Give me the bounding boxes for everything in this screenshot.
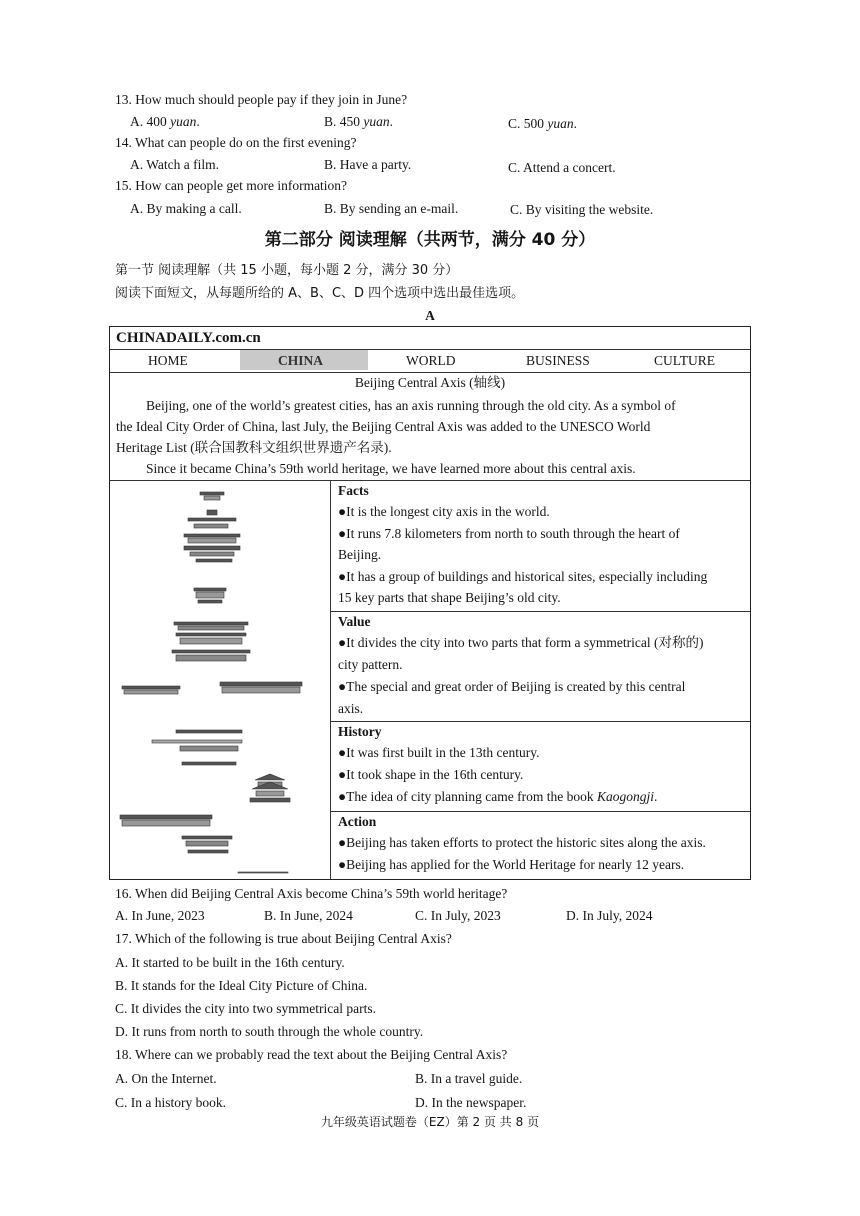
value-line-4: axis. <box>338 701 364 716</box>
instruction-text: 阅读下面短文，从每题所给的 A、B、C、D 四个选项中选出最佳选项。 <box>115 286 525 301</box>
intro-line-1: Beijing, one of the world’s greatest cities, has an axis running through the old city. As a symbol of <box>146 398 676 413</box>
history-line-1: ●It was first built in the 13th century. <box>338 745 540 760</box>
nav-business[interactable]: BUSINESS <box>526 353 590 368</box>
facts-section <box>331 480 750 612</box>
passage-letter: A <box>425 308 435 323</box>
axis-illustration <box>110 480 331 879</box>
article-intro <box>110 372 750 481</box>
facts-line-3: Beijing. <box>338 547 382 562</box>
question-17-option-c[interactable]: C. It divides the city into two symmetrical parts. <box>115 1001 376 1016</box>
question-16-option-a[interactable]: A. In June, 2023 <box>115 908 205 923</box>
question-16-stem: 16. When did Beijing Central Axis become China’s 59th world heritage? <box>115 886 508 901</box>
site-header <box>110 327 750 350</box>
page-footer: 九年级英语试题卷（EZ）第 2 页 共 8 页 <box>320 1115 540 1129</box>
part2-title: 第二部分 阅读理解（共两节，满分 40 分） <box>264 230 596 250</box>
intro-line-2: the Ideal City Order of China, last July, the Beijing Central Axis was added to the UNESCO World <box>116 419 651 434</box>
nav-home[interactable]: HOME <box>148 353 188 368</box>
article-title: Beijing Central Axis (轴线) <box>354 375 506 390</box>
article-webpage <box>109 326 751 880</box>
value-line-3: ●The special and great order of Beijing is created by this central <box>338 679 686 694</box>
question-17-option-a[interactable]: A. It started to be built in the 16th century. <box>115 955 345 970</box>
question-16-option-d[interactable]: D. In July, 2024 <box>566 908 653 923</box>
question-13-option-c[interactable]: C. 500 yuan. <box>508 116 578 131</box>
question-18-option-c[interactable]: C. In a history book. <box>115 1095 226 1110</box>
nav-world[interactable]: WORLD <box>406 353 456 368</box>
info-sections <box>331 480 750 879</box>
history-line-2: ●It took shape in the 16th century. <box>338 767 524 782</box>
question-14-option-a[interactable]: A. Watch a film. <box>130 157 220 172</box>
action-section <box>331 811 750 879</box>
question-15-option-c[interactable]: C. By visiting the website. <box>510 202 654 217</box>
question-14-option-b[interactable]: B. Have a party. <box>324 157 412 172</box>
facts-line-1: ●It is the longest city axis in the world. <box>338 504 550 519</box>
nav-bar <box>110 349 750 373</box>
question-17-option-d[interactable]: D. It runs from north to south through the whole country. <box>115 1024 424 1039</box>
question-14-option-c[interactable]: C. Attend a concert. <box>508 160 616 175</box>
facts-line-5: 15 key parts that shape Beijing’s old city. <box>338 590 561 605</box>
central-axis-buildings-image <box>110 480 330 879</box>
question-15-stem: 15. How can people get more information? <box>115 178 348 193</box>
question-16-option-b[interactable]: B. In June, 2024 <box>264 908 353 923</box>
section1-title: 第一节 阅读理解（共 15 小题，每小题 2 分，满分 30 分） <box>115 263 459 278</box>
question-17-option-b[interactable]: B. It stands for the Ideal City Picture of China. <box>115 978 368 993</box>
question-18-stem: 18. Where can we probably read the text about the Beijing Central Axis? <box>115 1047 508 1062</box>
question-15-option-b[interactable]: B. By sending an e-mail. <box>324 201 459 216</box>
facts-line-2: ●It runs 7.8 kilometers from north to south through the heart of <box>338 526 680 541</box>
action-line-2: ●Beijing has applied for the World Heritage for nearly 12 years. <box>338 857 685 872</box>
question-18-option-b[interactable]: B. In a travel guide. <box>415 1071 523 1086</box>
question-17-stem: 17. Which of the following is true about Beijing Central Axis? <box>115 931 452 946</box>
nav-culture[interactable]: CULTURE <box>654 353 716 368</box>
history-section <box>331 721 750 812</box>
question-13-option-a[interactable]: A. 400 yuan. <box>130 114 200 129</box>
site-logo[interactable]: CHINADAILY.com.cn <box>116 330 261 346</box>
action-line-1: ●Beijing has taken efforts to protect the historic sites along the axis. <box>338 835 706 850</box>
facts-heading: Facts <box>338 483 369 498</box>
question-15-option-a[interactable]: A. By making a call. <box>130 201 242 216</box>
nav-china[interactable]: CHINA <box>278 353 324 368</box>
value-line-1: ●It divides the city into two parts that form a symmetrical (对称的) <box>338 635 704 650</box>
question-16-option-c[interactable]: C. In July, 2023 <box>415 908 501 923</box>
value-heading: Value <box>338 614 371 629</box>
action-heading: Action <box>338 814 377 829</box>
value-section <box>331 611 750 722</box>
history-line-3: ●The idea of city planning came from the book Kaogongji. <box>338 789 658 804</box>
question-14-stem: 14. What can people do on the first evening? <box>115 135 357 150</box>
question-13-stem: 13. How much should people pay if they join in June? <box>115 92 408 107</box>
intro-line-4: Since it became China’s 59th world heritage, we have learned more about this central axis. <box>146 461 636 476</box>
question-18-option-d[interactable]: D. In the newspaper. <box>415 1095 527 1110</box>
question-18-option-a[interactable]: A. On the Internet. <box>115 1071 217 1086</box>
intro-line-3: Heritage List (联合国教科文组织世界遗产名录). <box>116 440 392 455</box>
facts-line-4: ●It has a group of buildings and historical sites, especially including <box>338 569 708 584</box>
value-line-2: city pattern. <box>338 657 403 672</box>
question-13-option-b[interactable]: B. 450 yuan. <box>324 114 394 129</box>
history-heading: History <box>338 724 382 739</box>
